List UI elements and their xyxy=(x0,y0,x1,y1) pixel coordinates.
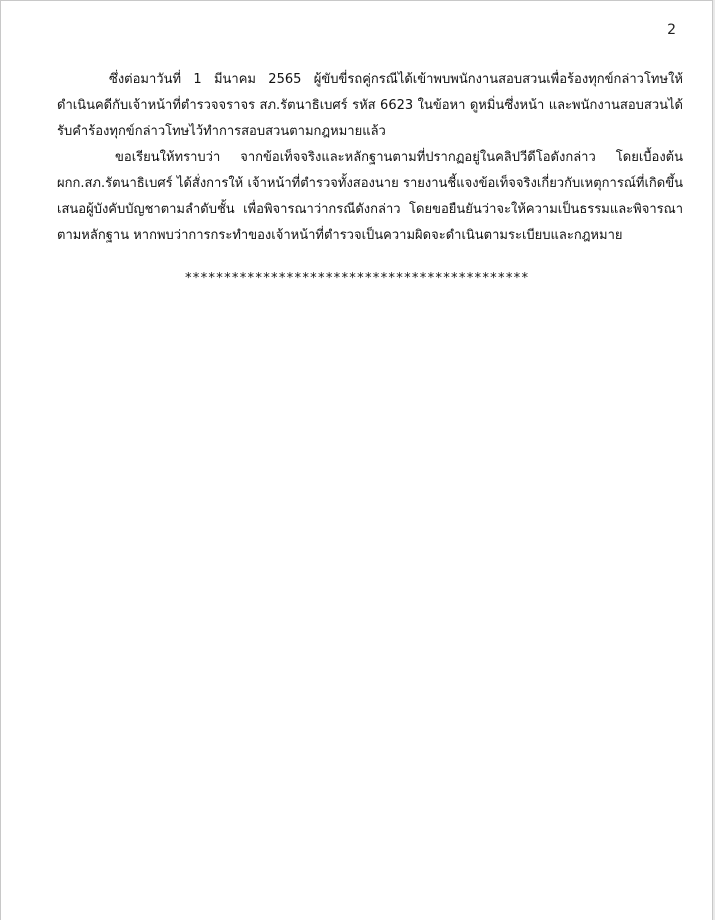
paragraph-2: ขอเรียนให้ทราบว่า จากข้อเท็จจริงและหลักฐานตามที่ปรากฏอยู่ในคลิปวีดีโอดังกล่าว โดยเบื้องต้น ผกก.สภ.รัตนาธิเบศร์ ได้สั่งการให้ เจ้าหน้าที่ตำรวจทั้งสองนาย รายงานชี้แจงข้อเท็จจริงเกี่ยวกับเหตุการณ์ที่เกิดขึ้นเสนอผู้บังคับบัญชาตามลำดับชั้น เพื่อพิจารณาว่ากรณีดังกล่าว โดยขอยืนยันว่าจะให้ความเป็นธรรมและพิจารณาตามหลักฐาน หากพบว่าการกระทำของเจ้าหน้าที่ตำรวจเป็นความผิดจะดำเนินตามระเบียบและกฎหมาย xyxy=(57,150,683,243)
paragraph-1: ซึ่งต่อมาวันที่ 1 มีนาคม 2565 ผู้ขับขี่รถคู่กรณีได้เข้าพบพนักงานสอบสวนเพื่อร้องทุกข์กล่าวโทษให้ดำเนินคดีกับเจ้าหน้าที่ตำรวจจราจร สภ.รัตนาธิเบศร์ รหัส 6623 ในข้อหา ดูหมิ่นซึ่งหน้า และพนักงานสอบสวนได้รับคำร้องทุกข์กล่าวโทษไว้ทำการสอบสวนตามกฎหมายแล้ว xyxy=(57,72,683,139)
page-number: 2 xyxy=(667,22,676,38)
document-body xyxy=(57,67,683,249)
end-divider: ******************************************** xyxy=(184,271,529,286)
